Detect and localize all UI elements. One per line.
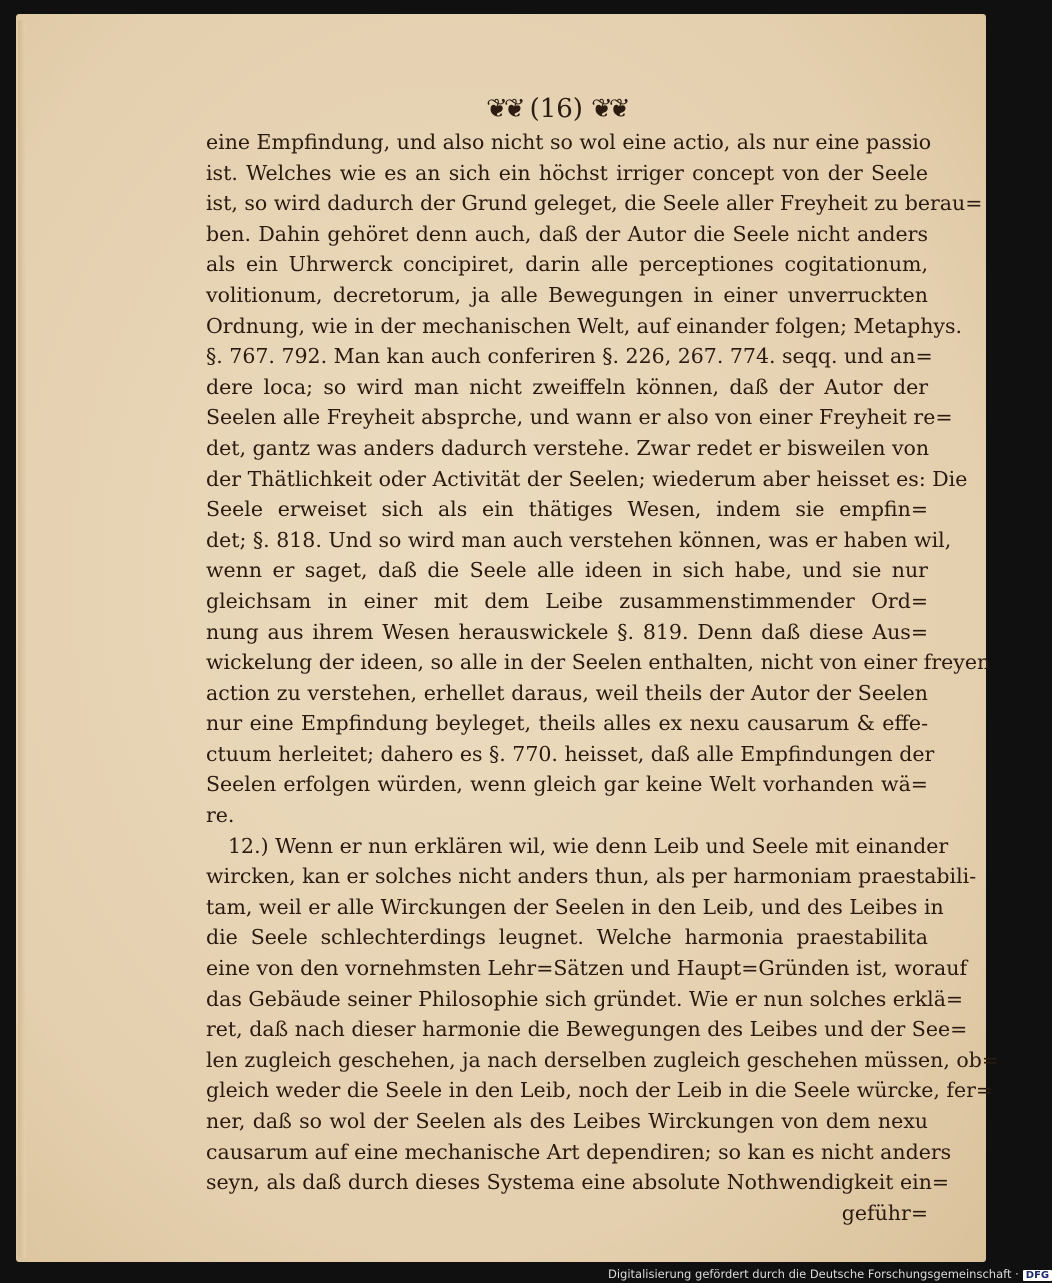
text-line: Seelen alle Freyheit absprche, und wann er also von einer Freyheit re= xyxy=(206,405,953,430)
catchword: geführ= xyxy=(841,1200,928,1225)
text-line: §. 767. 792. Man kan auch conferiren §. 226, 267. 774. seqq. und an= xyxy=(206,344,933,369)
text-line: Ordnung, wie in der mechanischen Welt, auf einander folgen; Metaphys. xyxy=(206,313,963,338)
body-text xyxy=(206,127,1000,1228)
text-line: gleichsam in einer mit dem Leibe zusammenstimmender Ord= xyxy=(206,588,928,613)
text-line: ner, daß so wol der Seelen als des Leibes Wirckungen von dem nexu xyxy=(206,1109,928,1133)
text-line: 12.) Wenn er nun erklären wil, wie denn Leib und Seele mit einander xyxy=(228,833,949,858)
text-line: eine von den vornehmsten Lehr=Sätzen und Haupt=Gründen ist, worauf xyxy=(206,956,968,981)
page-header xyxy=(486,92,646,126)
text-line: ret, daß nach dieser harmonie die Bewegungen des Leibes und der See= xyxy=(206,1017,968,1042)
text-line: wenn er saget, daß die Seele alle ideen in sich habe, und sie nur xyxy=(206,558,928,583)
text-line: len zugleich geschehen, ja nach derselben zugleich geschehen müssen, ob= xyxy=(206,1047,1000,1072)
ornament-left-icon: ❦❦ xyxy=(486,94,522,124)
text-line: nung aus ihrem Wesen herauswickele §. 819. Denn daß diese Aus= xyxy=(206,619,928,644)
text-line: das Gebäude seiner Philosophie sich gründet. Wie er nun solches erklä= xyxy=(206,986,964,1011)
dfg-logo: DFG xyxy=(1023,1270,1052,1281)
text-line: re. xyxy=(206,803,235,828)
ornament-right-icon: ❦❦ xyxy=(590,94,627,124)
text-line: ben. Dahin gehöret denn auch, daß der Autor die Seele nicht anders xyxy=(206,221,928,246)
text-line: dere loca; so wird man nicht zweiffeln können, daß der Autor der xyxy=(206,374,928,399)
text-line: ist, so wird dadurch der Grund geleget, die Seele aller Freyheit zu berau= xyxy=(206,191,983,216)
text-line: der Thätlichkeit oder Activität der Seelen; wiederum aber heisset es: Die xyxy=(206,466,968,491)
text-line: nur eine Empfindung beyleget, theils alles ex nexu causarum & effe- xyxy=(206,711,928,736)
text-line: Seelen erfolgen würden, wenn gleich gar keine Welt vorhanden wä= xyxy=(206,772,928,797)
text-line: action zu verstehen, erhellet daraus, weil theils der Autor der Seelen xyxy=(206,680,928,705)
page-number: (16) xyxy=(529,94,583,124)
text-line: eine Empfindung, und also nicht so wol eine actio, als nur eine passio xyxy=(206,130,932,154)
page-binding-edge xyxy=(18,20,26,1258)
text-line: Seele erweiset sich als ein thätiges Wesen, indem sie empfin= xyxy=(206,497,928,522)
text-line: als ein Uhrwerck concipiret, darin alle perceptiones cogitationum, xyxy=(206,252,928,277)
credit-text: Digitalisierung gefördert durch die Deutsche Forschungsgemeinschaft · xyxy=(608,1267,1019,1281)
text-line: seyn, als daß durch dieses Systema eine absolute Nothwendigkeit ein= xyxy=(206,1170,950,1195)
text-line: wickelung der ideen, so alle in der Seelen enthalten, nicht von einer freyen xyxy=(206,650,991,675)
text-line: volitionum, decretorum, ja alle Bewegungen in einer unverruckten xyxy=(206,282,928,307)
text-line: tam, weil er alle Wirckungen der Seelen in den Leib, und des Leibes in xyxy=(206,894,944,919)
text-line: det; §. 818. Und so wird man auch verstehen können, was er haben wil, xyxy=(206,527,952,552)
text-line: ctuum herleitet; dahero es §. 770. heisset, daß alle Empfindungen der xyxy=(206,741,935,766)
text-line: gleich weder die Seele in den Leib, noch der Leib in die Seele würcke, fer= xyxy=(206,1078,994,1103)
text-line: det, gantz was anders dadurch verstehe. Zwar redet er bisweilen von xyxy=(206,435,930,460)
digitization-credit xyxy=(608,1267,1052,1281)
text-line: causarum auf eine mechanische Art dependiren; so kan es nicht anders xyxy=(206,1139,952,1164)
text-line: die Seele schlechterdings leugnet. Welche harmonia praestabilita xyxy=(206,925,928,950)
text-line: ist. Welches wie es an sich ein höchst irriger concept von der Seele xyxy=(206,160,928,185)
text-line: wircken, kan er solches nicht anders thun, als per harmoniam praestabili- xyxy=(206,864,977,889)
